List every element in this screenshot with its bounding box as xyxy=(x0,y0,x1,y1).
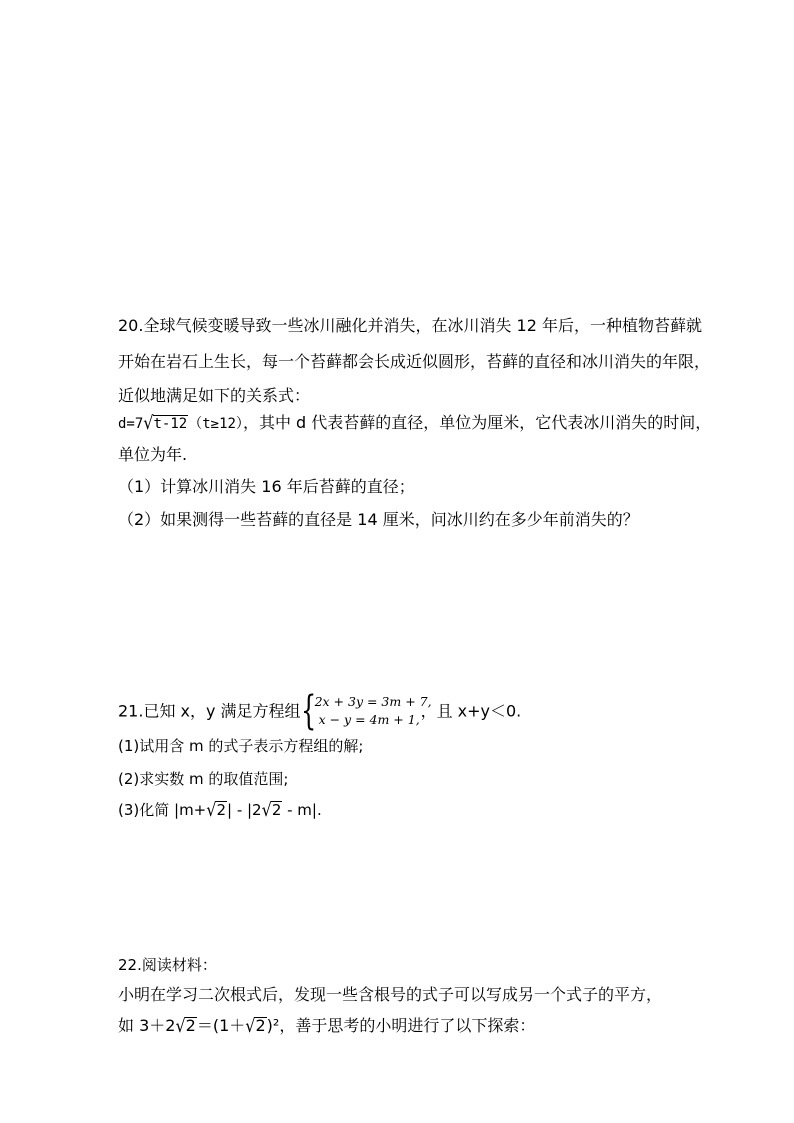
q21-sub3-part-c: - m|. xyxy=(282,801,322,819)
q22-radicand-2: 2 xyxy=(255,1016,266,1035)
sqrt-symbol: √t-12 xyxy=(143,411,188,434)
q20-formula-lhs: d=7 xyxy=(118,416,144,432)
q21-sub3-radicand-1: 2 xyxy=(216,801,226,819)
left-brace-icon: { xyxy=(300,688,316,734)
q20-formula-line xyxy=(118,413,711,434)
q20-formula-condition: （t≥12） xyxy=(188,416,243,432)
q21-subquestion-2: (2)求实数 m 的取值范围; xyxy=(118,770,289,788)
sqrt-symbol: √2 xyxy=(245,1014,266,1037)
q21-sub3-radicand-2: 2 xyxy=(271,801,282,819)
q20-line-2: 开始在岩石上生长，每一个苔藓都会长成近似圆形，苔藓的直径和冰川消失的年限， xyxy=(118,352,711,371)
sqrt-symbol: √2 xyxy=(175,1014,196,1037)
q22-line-1: 小明在学习二次根式后，发现一些含根号的式子可以写成另一个式子的平方， xyxy=(118,985,663,1004)
equation-system xyxy=(300,688,432,734)
q21-intro-tail: ，且 x+y＜0. xyxy=(420,701,522,721)
q22-line2-part-a: 如 3＋2 xyxy=(118,1016,176,1035)
sqrt-symbol: √2 xyxy=(206,798,226,821)
q21-sub3-part-b: | - |2 xyxy=(227,801,262,819)
equation-1: 2x + 3y = 3m + 7, xyxy=(314,694,432,709)
equation-2: x − y = 4m + 1, xyxy=(318,712,420,727)
q21-intro-line xyxy=(118,688,522,734)
q21-subquestion-3 xyxy=(118,800,322,820)
q20-line-3: 近似地满足如下的关系式： xyxy=(118,386,311,405)
sqrt-symbol: √2 xyxy=(261,798,282,821)
q20-line-1: 20.全球气候变暖导致一些冰川融化并消失，在冰川消失 12 年后，一种植物苔藓就 xyxy=(118,316,702,335)
q20-formula-radicand: t-12 xyxy=(153,416,188,432)
q21-sub3-part-a: (3)化简 |m+ xyxy=(118,801,207,819)
q21-intro: 21.已知 x，y 满足方程组 xyxy=(118,701,301,721)
q20-subquestion-1: （1）计算冰川消失 16 年后苔藓的直径； xyxy=(118,477,415,496)
q20-subquestion-2: （2）如果测得一些苔藓的直径是 14 厘米，问冰川约在多少年前消失的？ xyxy=(118,510,639,529)
q22-line2-part-b: ＝(1＋ xyxy=(196,1016,246,1035)
q22-title: 22.阅读材料： xyxy=(118,956,217,974)
q20-line-5: 单位为年. xyxy=(118,445,188,464)
q20-formula-rest: ，其中 d 代表苔藓的直径，单位为厘米，它代表冰川消失的时间， xyxy=(242,413,712,432)
q21-subquestion-1: (1)试用含 m 的式子表示方程组的解; xyxy=(118,737,364,755)
q22-line2-part-c: )²，善于思考的小明进行了以下探索： xyxy=(266,1016,536,1035)
q22-line-2 xyxy=(118,1016,535,1036)
q22-radicand-1: 2 xyxy=(185,1016,196,1035)
